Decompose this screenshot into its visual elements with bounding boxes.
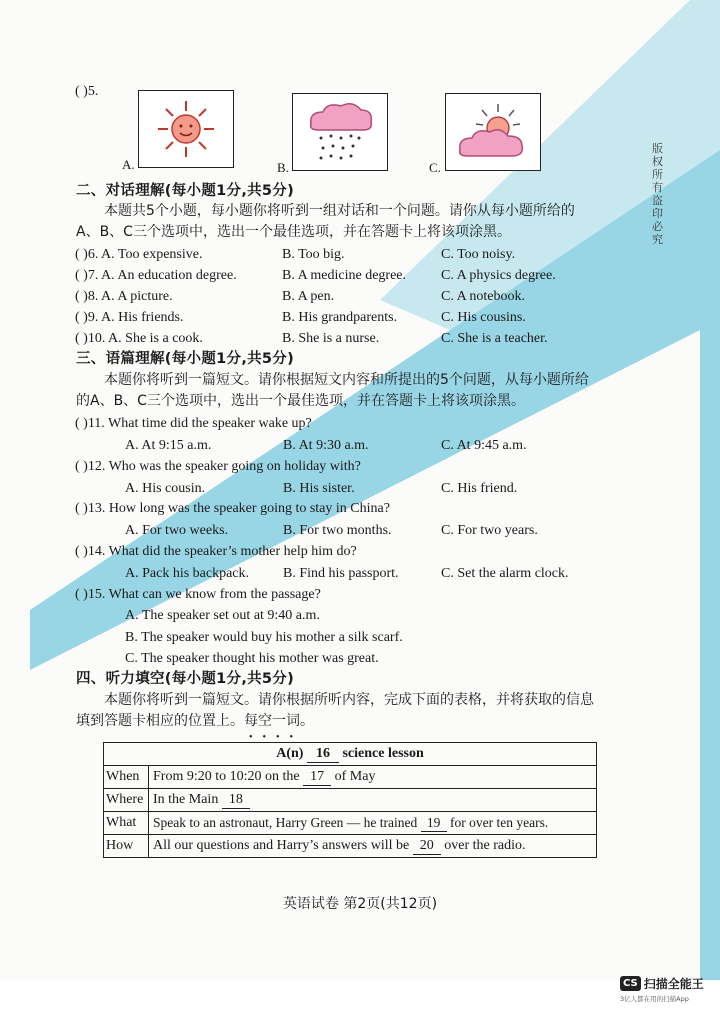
q9-option-b: B. His grandparents. xyxy=(282,310,398,325)
copyright-side-text: 版权所有 盗印必究 xyxy=(652,142,663,246)
q9-option-c: C. His cousins. xyxy=(441,310,526,325)
q7-option-c: C. A physics degree. xyxy=(441,268,556,283)
q9-option-a: ( )9. A. His friends. xyxy=(75,310,184,325)
row-text: over the radio. xyxy=(444,837,526,853)
page-footer: 英语试卷 第2页(共12页) xyxy=(282,896,438,912)
q12-stem: ( )12. Who was the speaker going on holiday with? xyxy=(75,459,361,474)
sun-icon xyxy=(139,91,233,167)
section2-heading: 二、对话理解(每小题1分,共5分) xyxy=(76,183,295,199)
scanner-tagline: 3亿人都在用的扫描App xyxy=(620,995,689,1003)
blank-20: 20 xyxy=(413,838,441,855)
option-b-label: B. xyxy=(277,160,289,175)
option-b-picture xyxy=(292,93,388,171)
table-title xyxy=(104,743,597,766)
row-key-what: What xyxy=(104,812,149,835)
q12-option-a: A. His cousin. xyxy=(125,481,206,496)
section3-instruction-line1: 本题你将听到一篇短文。请你根据短文内容和所提出的5个问题，从每小题所给 xyxy=(104,372,589,388)
scanner-name: 扫描全能王 xyxy=(643,977,704,991)
row-text: of May xyxy=(334,768,376,784)
table-row xyxy=(104,812,597,835)
q14-stem: ( )14. What did the speaker’s mother help him do? xyxy=(75,544,357,559)
q10-option-c: C. She is a teacher. xyxy=(441,331,548,346)
q8-option-b: B. A pen. xyxy=(282,289,335,304)
row-key-how: How xyxy=(104,835,149,858)
q11-option-b: B. At 9:30 a.m. xyxy=(283,438,369,453)
listening-fill-table xyxy=(103,742,597,858)
row-value-how xyxy=(149,835,597,858)
q15-stem: ( )15. What can we know from the passage? xyxy=(75,587,321,602)
blank-16: 16 xyxy=(307,746,339,763)
option-a-picture xyxy=(138,90,234,168)
q14-option-c: C. Set the alarm clock. xyxy=(441,566,569,581)
q7-option-a: ( )7. A. An education degree. xyxy=(75,268,237,283)
q10-option-a: ( )10. A. She is a cook. xyxy=(75,331,203,346)
q6-option-b: B. Too big. xyxy=(282,247,345,262)
row-text: Speak to an astronaut, Harry Green — he trained xyxy=(153,814,418,830)
q7-option-b: B. A medicine degree. xyxy=(282,268,407,283)
option-c-picture xyxy=(445,93,541,171)
section2-instruction-line2: A、B、C三个选项中，选出一个最佳选项，并在答题卡上将该项涂黑。 xyxy=(76,224,511,240)
section4-heading: 四、听力填空(每小题1分,共5分) xyxy=(76,671,295,687)
q8-option-c: C. A notebook. xyxy=(441,289,526,304)
blank-17: 17 xyxy=(303,769,331,786)
scanner-watermark xyxy=(620,975,704,1003)
row-text: In the Main xyxy=(153,791,219,807)
q11-option-c: C. At 9:45 a.m. xyxy=(441,438,527,453)
section2-instruction-line1: 本题共5个小题，每小题你将听到一组对话和一个问题。请你从每小题所给的 xyxy=(104,203,575,219)
q14-option-a: A. Pack his backpack. xyxy=(125,566,250,581)
table-row xyxy=(104,835,597,858)
q15-option-b: B. The speaker would buy his mother a silk scarf. xyxy=(125,630,403,645)
option-c-label: C. xyxy=(429,160,441,175)
row-value-what xyxy=(149,812,597,835)
row-text: for over ten years. xyxy=(450,814,549,830)
emphasis-dots: •••• xyxy=(249,732,304,743)
row-key-where: Where xyxy=(104,789,149,812)
table-row xyxy=(104,789,597,812)
row-key-when: When xyxy=(104,766,149,789)
q15-option-c: C. The speaker thought his mother was great. xyxy=(125,651,379,666)
q11-stem: ( )11. What time did the speaker wake up? xyxy=(75,416,312,431)
row-value-where xyxy=(149,789,597,812)
section4-instruction-line2: 填到答题卡相应的位置上。每空一词。 xyxy=(76,713,314,729)
section3-instruction-line2: 的A、B、C三个选项中，选出一个最佳选项，并在答题卡上将该项涂黑。 xyxy=(76,393,525,409)
q13-option-c: C. For two years. xyxy=(441,523,538,538)
q6-option-a: ( )6. A. Too expensive. xyxy=(75,247,203,262)
q15-option-a: A. The speaker set out at 9:40 a.m. xyxy=(125,608,320,623)
rain-cloud-icon xyxy=(293,94,387,170)
table-title-prefix: A(n) xyxy=(276,745,304,761)
q12-option-c: C. His friend. xyxy=(441,481,518,496)
section3-heading: 三、语篇理解(每小题1分,共5分) xyxy=(76,351,295,367)
q10-option-b: B. She is a nurse. xyxy=(282,331,380,346)
blank-19: 19 xyxy=(421,815,447,832)
q5-number: ( )5. xyxy=(75,84,99,99)
row-value-when xyxy=(149,766,597,789)
table-title-row xyxy=(104,743,597,766)
q12-option-b: B. His sister. xyxy=(283,481,355,496)
q13-option-b: B. For two months. xyxy=(283,523,392,538)
option-a-label: A. xyxy=(122,157,135,172)
scanner-badge: CS xyxy=(620,976,641,991)
q6-option-c: C. Too noisy. xyxy=(441,247,516,262)
row-text: All our questions and Harry’s answers will be xyxy=(153,837,410,853)
table-row xyxy=(104,766,597,789)
section4-instruction-line1: 本题你将听到一篇短文。请你根据所听内容，完成下面的表格，并将获取的信息 xyxy=(104,692,594,708)
q11-option-a: A. At 9:15 a.m. xyxy=(125,438,212,453)
q8-option-a: ( )8. A. A picture. xyxy=(75,289,173,304)
cloudy-sun-icon xyxy=(446,94,540,170)
row-text: From 9:20 to 10:20 on the xyxy=(153,768,300,784)
q13-option-a: A. For two weeks. xyxy=(125,523,229,538)
blank-18: 18 xyxy=(222,792,250,809)
table-title-suffix: science lesson xyxy=(342,745,424,761)
q14-option-b: B. Find his passport. xyxy=(283,566,399,581)
q13-stem: ( )13. How long was the speaker going to stay in China? xyxy=(75,501,390,516)
